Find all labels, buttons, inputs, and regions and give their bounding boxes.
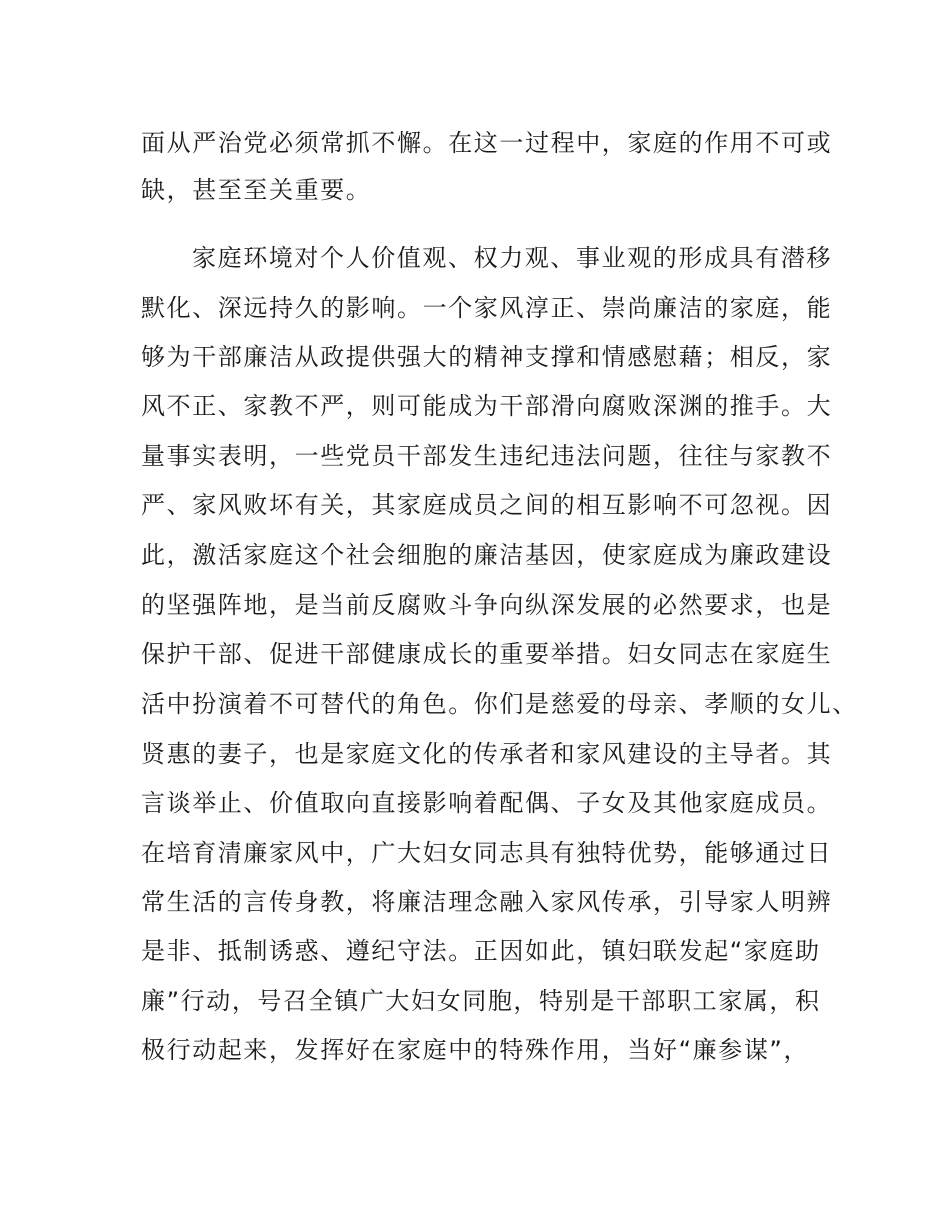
- paragraph-2-line-11: 贤惠的妻子，也是家庭文化的传承者和家风建设的主导者。其: [141, 740, 833, 768]
- paragraph-2-line-17: 极行动起来，发挥好在家庭中的特殊作用，当好“廉参谋”，: [141, 1036, 810, 1064]
- paragraph-1-line-2: 缺，甚至至关重要。: [141, 176, 372, 204]
- paragraph-2-line-1: 家庭环境对个人价值观、权力观、事业观的形成具有潜移: [192, 244, 832, 272]
- paragraph-2-line-15: 是非、抵制诱惑、遵纪守法。正因如此，镇妇联发起“家庭助: [141, 937, 821, 965]
- paragraph-2-line-16: 廉”行动，号召全镇广大妇女同胞，特别是干部职工家属，积: [141, 987, 821, 1015]
- paragraph-2-line-2: 默化、深远持久的影响。一个家风淳正、崇尚廉洁的家庭，能: [141, 294, 833, 322]
- paragraph-2-line-14: 常生活的言传身教，将廉洁理念融入家风传承，引导家人明辨: [141, 888, 833, 916]
- paragraph-2-line-10: 活中扮演着不可替代的角色。你们是慈爱的母亲、孝顺的女儿、: [141, 690, 858, 718]
- paragraph-2-line-6: 严、家风败坏有关，其家庭成员之间的相互影响不可忽视。因: [141, 491, 833, 519]
- paragraph-2-line-13: 在培育清廉家风中，广大妇女同志具有独特优势，能够通过日: [141, 839, 833, 867]
- paragraph-2-line-9: 保护干部、促进干部健康成长的重要举措。妇女同志在家庭生: [141, 640, 833, 668]
- paragraph-1-line-1: 面从严治党必须常抓不懈。在这一过程中，家庭的作用不可或: [141, 129, 833, 157]
- paragraph-2-line-7: 此，激活家庭这个社会细胞的廉洁基因，使家庭成为廉政建设: [141, 541, 833, 569]
- paragraph-2-line-3: 够为干部廉洁从政提供强大的精神支撑和情感慰藉；相反，家: [141, 343, 833, 371]
- paragraph-2-line-4: 风不正、家教不严，则可能成为干部滑向腐败深渊的推手。大: [141, 392, 833, 420]
- paragraph-2-line-12: 言谈举止、价值取向直接影响着配偶、子女及其他家庭成员。: [141, 789, 833, 817]
- paragraph-2-line-5: 量事实表明，一些党员干部发生违纪违法问题，往往与家教不: [141, 442, 833, 470]
- paragraph-2-line-8: 的坚强阵地，是当前反腐败斗争向纵深发展的必然要求，也是: [141, 591, 833, 619]
